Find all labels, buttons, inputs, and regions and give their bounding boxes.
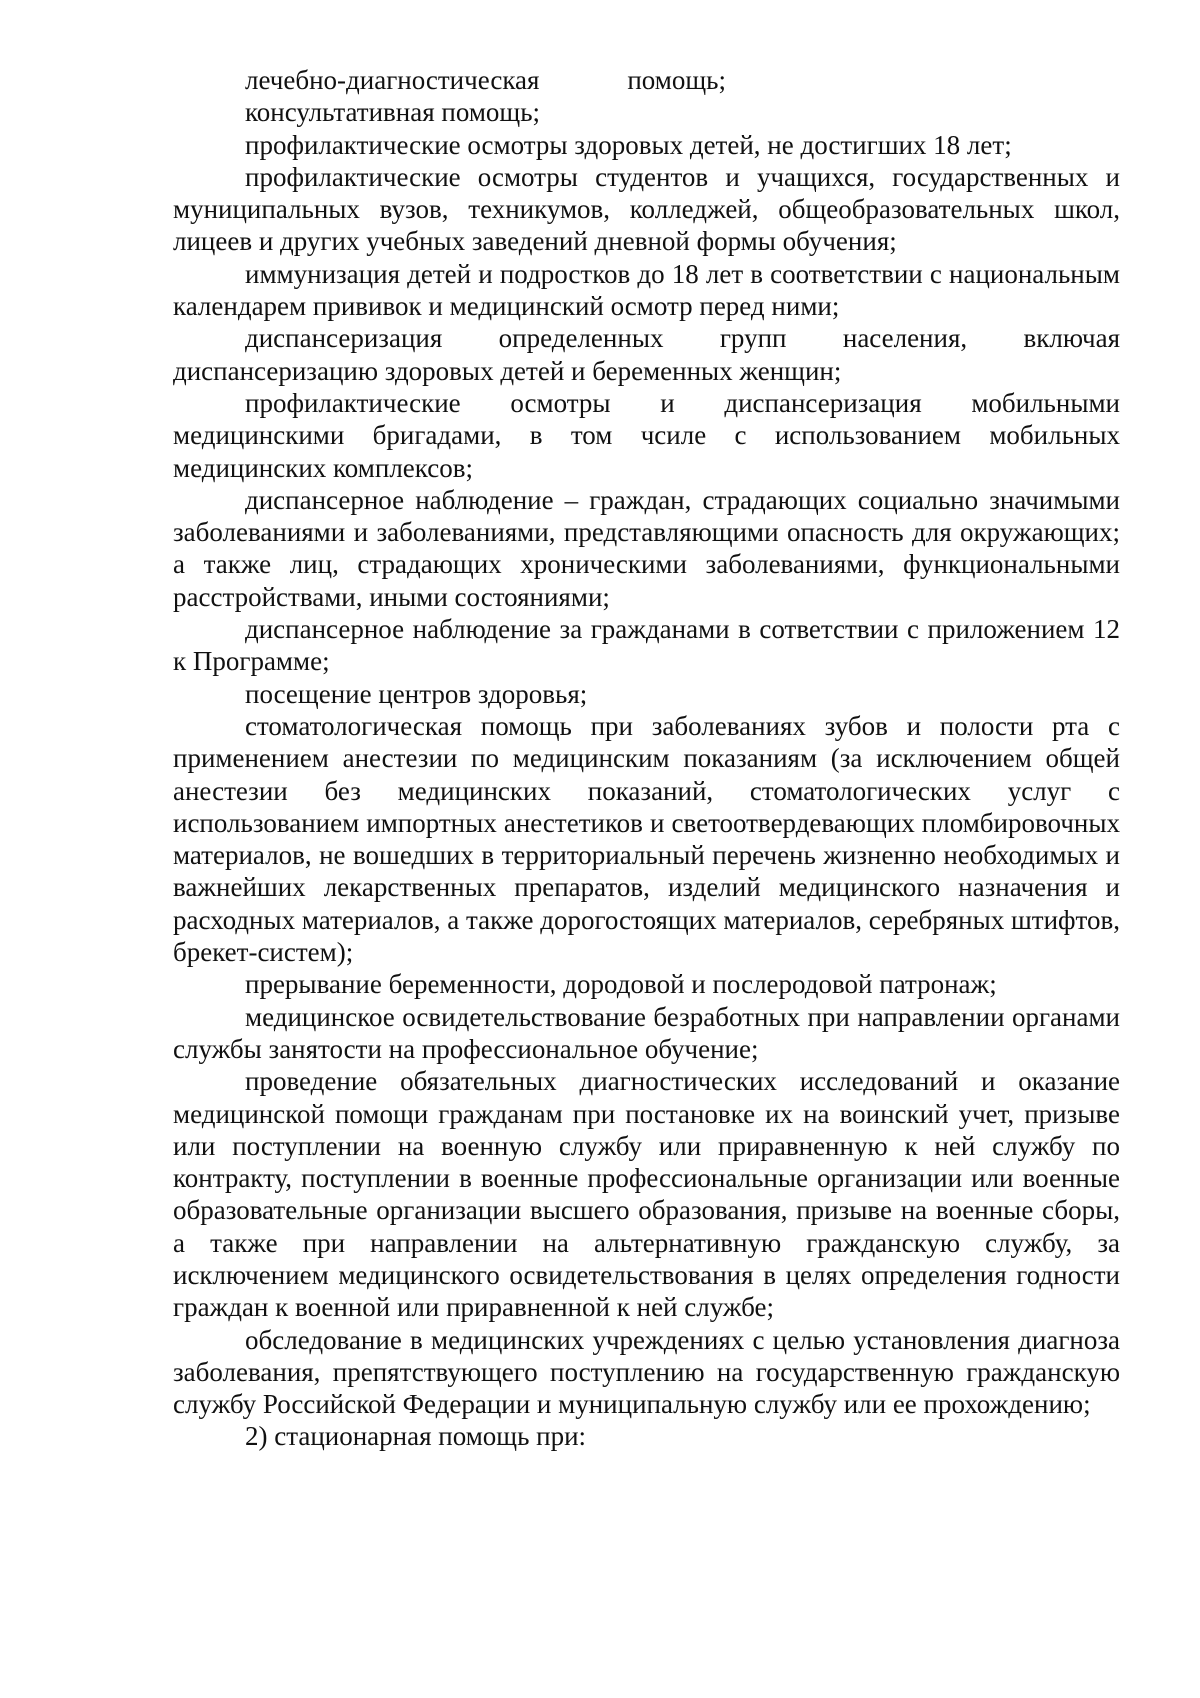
paragraph: медицинское освидетельствование безработных при направлении органами службы занятости на профессиональное обучение; [173, 1001, 1120, 1064]
paragraph: диспансерное наблюдение за гражданами в сответствии с приложением 12 к Программе; [173, 614, 1120, 677]
paragraph: диспансеризация определенных групп населения, включая диспансеризацию здоровых детей и беременных женщин; [173, 323, 1120, 386]
paragraph: профилактические осмотры здоровых детей, не достигших 18 лет; [245, 129, 1012, 160]
paragraph: 2) стационарная помощь при: [245, 1421, 587, 1452]
paragraph: обследование в медицинских учреждениях с целью установления диагноза заболевания, препятствующего поступлению на государственную гражданскую службу Российской Федерации и муниципальную службу или ее прохождению; [173, 1324, 1120, 1420]
paragraph: посещение центров здоровья; [245, 678, 588, 709]
paragraph: иммунизация детей и подростков до 18 лет в соответствии с национальным календарем прививок и медицинский осмотр перед ними; [173, 258, 1120, 322]
paragraph: консультативная помощь; [245, 97, 541, 128]
paragraph: профилактические осмотры и диспансеризация мобильными медицинскими бригадами, в том чсиле с использованием мобильных медицинских комплексов; [173, 387, 1120, 483]
paragraph: проведение обязательных диагностических исследований и оказание медицинской помощи гражданам при постановке их на воинский учет, призыве или поступлении на военную службу или приравненную к ней службу по контракту, поступлении в военные профессиональные организации или военные образовательные организации высшего образования, призыве на военные сборы, а также при направлении на альтернативную гражданскую службу, за исключением медицинского освидетельствования в целях определения годности граждан к военной или приравненной к ней службе; [173, 1066, 1120, 1323]
document-body [173, 64, 1120, 1453]
paragraph: профилактические осмотры студентов и учащихся, государственных и муниципальных вузов, техникумов, колледжей, общеобразовательных школ, лицеев и других учебных заведений дневной формы обучения; [173, 161, 1120, 257]
paragraph: прерывание беременности, дородовой и послеродовой патронаж; [245, 969, 997, 1000]
paragraph: лечебно-диагностическая помощь; [245, 65, 726, 95]
paragraph: стоматологическая помощь при заболеваниях зубов и полости рта с применением анестезии по медицинским показаниям (за исключением общей анестезии без медицинских показаний, стоматологических услуг с использованием импортных анестетиков и светоотвердевающих пломбировочных материалов, не вошедших в территориальный перечень жизненно необходимых и важнейших лекарственных препаратов, изделий медицинского назначения и расходных материалов, а также дорогостоящих материалов, серебряных штифтов, брекет-систем); [173, 710, 1120, 968]
paragraph: диспансерное наблюдение – граждан, страдающих социально значимыми заболеваниями и заболеваниями, представляющими опасность для окружающих; а также лиц, страдающих хроническими заболеваниями, функциональными расстройствами, иными состояниями; [173, 484, 1120, 612]
